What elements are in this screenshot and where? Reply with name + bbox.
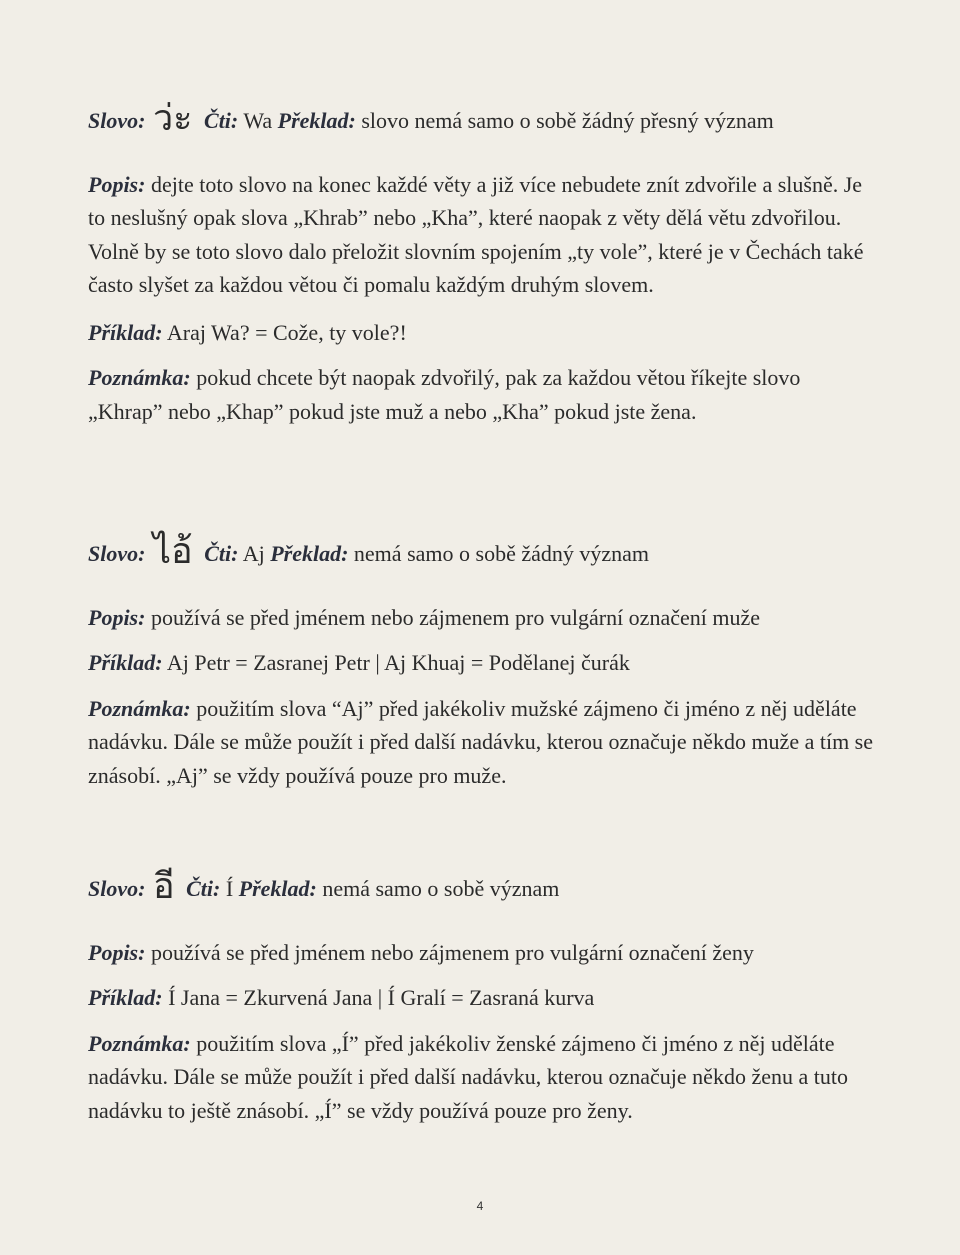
example-paragraph: [88, 316, 878, 350]
translation-value: nemá samo o sobě význam: [322, 876, 560, 901]
translation-label: Překlad:: [238, 876, 317, 901]
thai-word: ไอ้: [152, 531, 193, 572]
note-label: Poznámka:: [88, 1030, 191, 1056]
word-label: Slovo:: [88, 876, 146, 901]
read-value: Aj: [242, 541, 265, 566]
description-text: dejte toto slovo na konec každé věty a již více nebudete znít zdvořile a slušně. Je to neslušný opak slova „Khrab” nebo „Kha”, které naopak z věty dělá větu zdvořilou. Volně by se toto slovo dalo přeložit slovním spojením „ty vole”, které je v Čechách také často slyšet za každou větou či pomalu každým druhým slovem.: [88, 171, 864, 297]
word-entry: [88, 866, 878, 1127]
description-label: Popis:: [88, 171, 146, 197]
translation-label: Překlad:: [277, 108, 356, 133]
translation-value: nemá samo o sobě žádný význam: [353, 541, 649, 566]
example-label: Příklad:: [88, 985, 163, 1010]
note-text: pokud chcete být naopak zdvořilý, pak za každou větou říkejte slovo „Khrap” nebo „Khap” pokud jste muž a nebo „Kha” pokud jste žena.: [88, 365, 801, 424]
entry-heading: [88, 98, 878, 139]
read-value: Wa: [243, 108, 273, 133]
word-label: Slovo:: [88, 108, 146, 133]
word-label: Slovo:: [88, 541, 146, 566]
entry-heading: [88, 866, 878, 907]
example-label: Příklad:: [88, 319, 163, 345]
example-text: Í Jana = Zkurvená Jana | Í Gralí = Zasraná kurva: [168, 985, 595, 1010]
note-paragraph: [88, 1027, 878, 1128]
description-text: používá se před jménem nebo zájmenem pro vulgární označení ženy: [150, 939, 754, 965]
read-label: Čti:: [204, 108, 239, 133]
note-paragraph: [88, 361, 878, 428]
word-entry: [88, 98, 878, 428]
example-label: Příklad:: [88, 650, 163, 675]
description-label: Popis:: [88, 604, 146, 630]
note-paragraph: [88, 692, 878, 793]
note-label: Poznámka:: [88, 695, 191, 721]
entry-heading: [88, 531, 878, 572]
read-label: Čti:: [204, 541, 239, 566]
description-text: používá se před jménem nebo zájmenem pro vulgární označení muže: [150, 604, 760, 630]
example-text: Aj Petr = Zasranej Petr | Aj Khuaj = Podělanej čurák: [166, 650, 630, 675]
description-paragraph: [88, 168, 878, 302]
read-value: Í: [225, 876, 234, 901]
thai-word: อี: [152, 866, 175, 907]
thai-word: ว่ะ: [152, 98, 193, 139]
description-paragraph: [88, 601, 878, 635]
translation-label: Překlad:: [270, 541, 349, 566]
example-paragraph: [88, 981, 878, 1015]
read-label: Čti:: [186, 876, 221, 901]
note-label: Poznámka:: [88, 365, 191, 390]
description-label: Popis:: [88, 939, 146, 965]
description-paragraph: [88, 936, 878, 970]
note-text: použitím slova “Aj” před jakékoliv mužské zájmeno či jméno z něj uděláte nadávku. Dále se může použít i před další nadávku, kterou označuje někdo muže a tím se znásobí. „Aj” se vždy používá pouze pro muže.: [88, 695, 874, 788]
example-text: Araj Wa? = Cože, ty vole?!: [166, 319, 407, 345]
page-number: 4: [476, 1199, 484, 1213]
word-entry: [88, 531, 878, 792]
note-text: použitím slova „Í” před jakékoliv ženské zájmeno či jméno z něj uděláte nadávku. Dále se může použít i před další nadávku, kterou označuje někdo ženu a tuto nadávku to ještě znásobí. „Í” se vždy používá pouze pro ženy.: [88, 1030, 848, 1123]
translation-value: slovo nemá samo o sobě žádný přesný význam: [361, 108, 774, 133]
example-paragraph: [88, 646, 878, 680]
